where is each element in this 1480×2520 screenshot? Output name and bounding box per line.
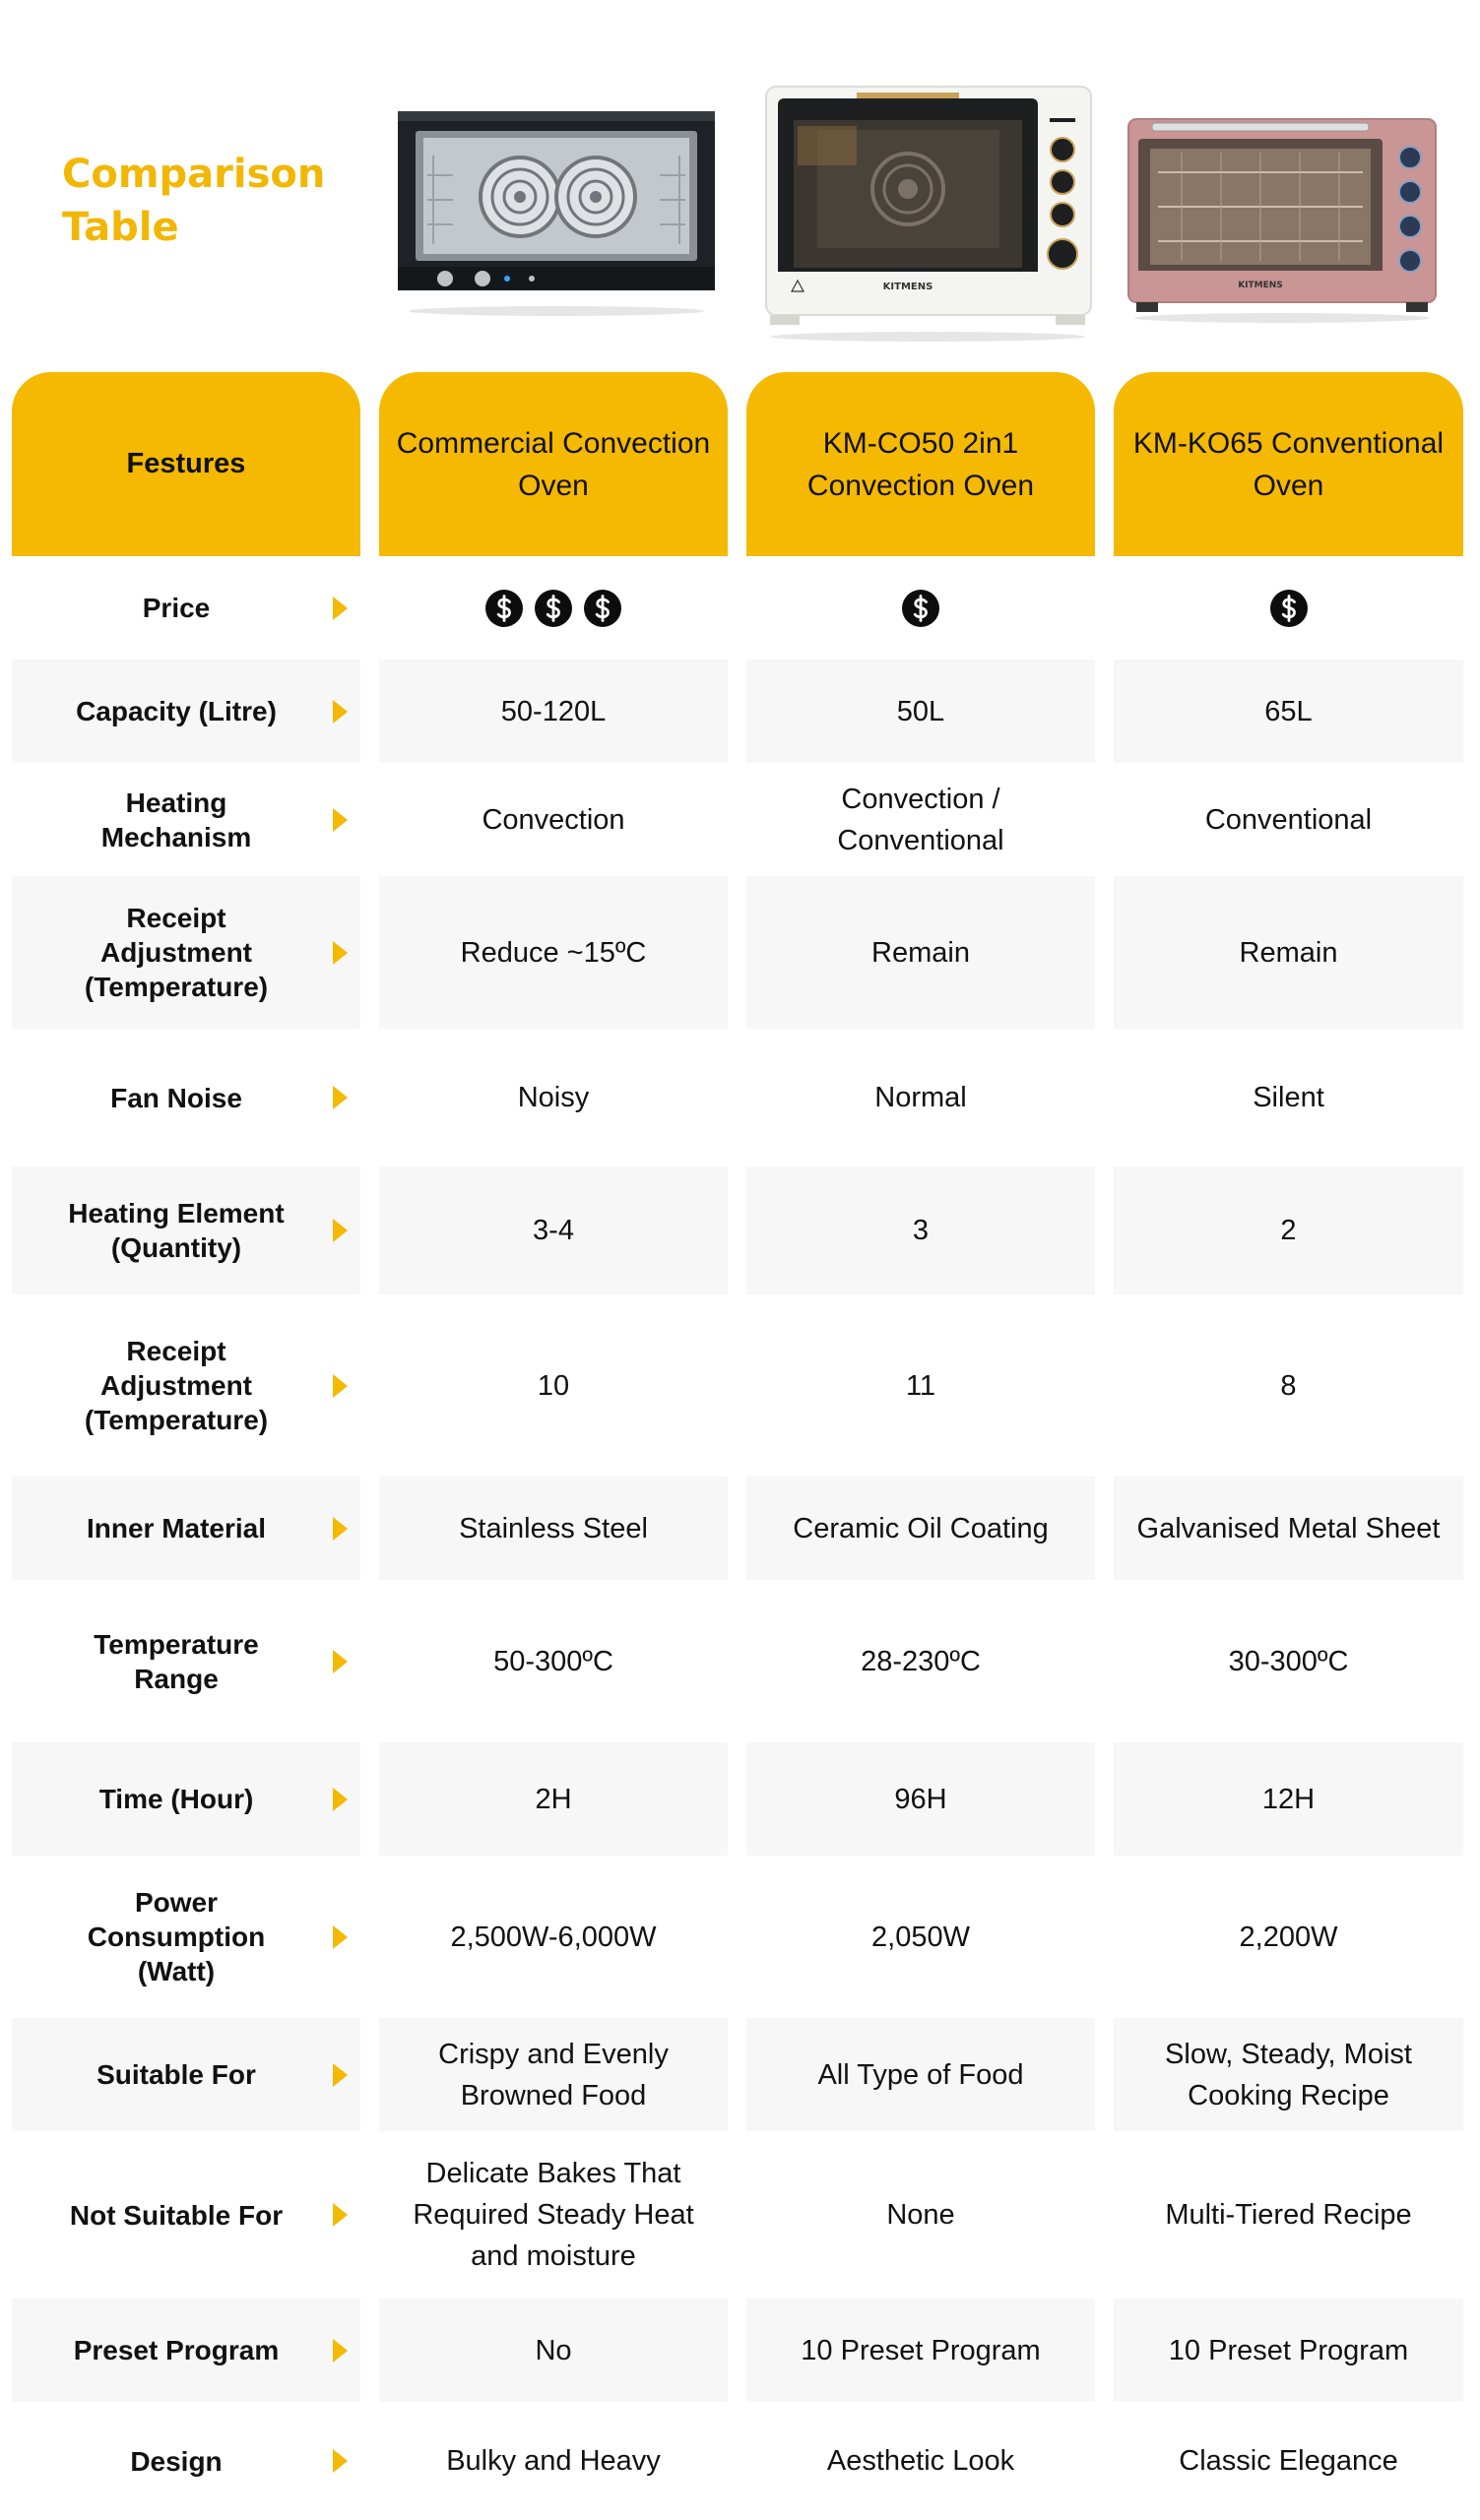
table-cell: [1114, 1294, 1463, 1477]
table-cell: [379, 1856, 728, 2018]
table-cell: [1114, 2131, 1463, 2299]
cell-value: Normal: [874, 1082, 967, 1113]
row-label-text: Not Suitable For: [69, 2199, 284, 2231]
table-cell: [379, 1742, 728, 1856]
table-cell: [746, 876, 1095, 1029]
row-label-text: Design: [130, 2445, 223, 2477]
km-co50-oven-image: [758, 79, 1098, 343]
cell-value: Slow, Steady, Moist Cooking Recipe: [1165, 2038, 1412, 2111]
table-cell: [1114, 1742, 1463, 1856]
table-cell: [379, 2131, 728, 2299]
cell-value: Ceramic Oil Coating: [793, 1512, 1049, 1544]
row-label-inner-material: [12, 1477, 360, 1580]
oven-brand-label: KITMENS: [1238, 281, 1283, 290]
row-arrow-icon: [333, 2063, 348, 2087]
cell-value: Delicate Bakes That Required Steady Heat and moisture: [413, 2158, 694, 2272]
cell-value: Galvanised Metal Sheet: [1136, 1512, 1441, 1544]
cell-value: Classic Elegance: [1179, 2445, 1398, 2477]
cell-value: 50L: [896, 695, 945, 727]
cell-value: None: [886, 2199, 955, 2231]
table-cell: [746, 1580, 1095, 1742]
row-arrow-icon: [333, 1925, 348, 1949]
row-arrow-icon: [333, 1650, 348, 1673]
km-ko65-oven-image: [1123, 113, 1443, 325]
row-arrow-icon: [333, 2203, 348, 2227]
row-label-text: Heating Mechanism: [100, 787, 252, 852]
cell-value: 11: [905, 1369, 936, 1402]
cell-value: Multi-Tiered Recipe: [1165, 2199, 1412, 2231]
cell-value: Convection / Conventional: [837, 783, 1004, 856]
row-label-time-hour: [12, 1742, 360, 1856]
row-arrow-icon: [333, 1374, 348, 1398]
table-cell: [379, 1166, 728, 1294]
price-cell: [1114, 556, 1463, 660]
cell-value: 28-230ºC: [861, 1645, 981, 1677]
row-label-text: Temperature Range: [94, 1628, 259, 1694]
row-label-text: Receipt Adjustment (Temperature): [84, 1336, 269, 1435]
row-arrow-icon: [333, 1219, 348, 1242]
row-label-not-suitable-for: [12, 2131, 360, 2299]
dollar-coin-icon: [534, 589, 573, 628]
table-cell: [379, 876, 728, 1029]
cell-value: Conventional: [1204, 803, 1373, 836]
commercial-convection-oven-image: [394, 106, 719, 318]
row-label-text: Power Consumption (Watt): [87, 1887, 266, 1986]
row-label-design: [12, 2402, 360, 2520]
row-label-text: Capacity (Litre): [76, 696, 277, 726]
cell-value: 65L: [1264, 695, 1313, 727]
table-cell: [1114, 2402, 1463, 2520]
table-cell: [746, 1477, 1095, 1580]
cell-value: Silent: [1253, 1082, 1324, 1113]
cell-value: Remain: [871, 936, 970, 969]
row-arrow-icon: [333, 941, 348, 965]
cell-value: Crispy and Evenly Browned Food: [438, 2038, 669, 2111]
dollar-coin-icon: [484, 589, 524, 628]
table-cell: [379, 2018, 728, 2131]
table-cell: [1114, 1856, 1463, 2018]
row-label-text: Price: [142, 593, 211, 623]
table-cell: [1114, 1029, 1463, 1166]
table-cell: [746, 2018, 1095, 2131]
table-cell: [746, 1166, 1095, 1294]
header-features: Festures: [12, 372, 360, 556]
table-cell: [379, 1580, 728, 1742]
cell-value: Convection: [482, 803, 625, 836]
table-cell: [379, 763, 728, 876]
price-cell: [746, 556, 1095, 660]
row-arrow-icon: [333, 597, 348, 620]
table-cell: [379, 1294, 728, 1477]
row-label-receipt-adjustment-temperature: [12, 1294, 360, 1477]
table-cell: [379, 1029, 728, 1166]
table-cell: [379, 2402, 728, 2520]
table-cell: [746, 1029, 1095, 1166]
table-cell: [746, 763, 1095, 876]
cell-value: Remain: [1239, 936, 1338, 969]
cell-value: 2,050W: [871, 1921, 970, 1953]
row-label-heating-element-quantity: [12, 1166, 360, 1294]
cell-value: 50-120L: [500, 695, 607, 727]
row-label-heating-mechanism: [12, 763, 360, 876]
header-product-3: KM-KO65 Conventional Oven: [1114, 372, 1463, 556]
page-title: Comparison Table: [62, 152, 326, 250]
row-arrow-icon: [333, 700, 348, 724]
cell-value: 2H: [535, 1783, 572, 1815]
table-cell: [746, 660, 1095, 763]
row-label-receipt-adjustment-temperature: [12, 876, 360, 1029]
table-cell: [746, 1856, 1095, 2018]
cell-value: 96H: [894, 1783, 947, 1815]
cell-value: Bulky and Heavy: [446, 2445, 661, 2477]
table-cell: [379, 660, 728, 763]
row-label-text: Preset Program: [73, 2335, 280, 2365]
cell-value: 3: [912, 1215, 930, 1246]
cell-value: 8: [1280, 1369, 1297, 1402]
cell-value: No: [535, 2334, 572, 2366]
header-product-2: KM-CO50 2in1 Convection Oven: [746, 372, 1095, 556]
table-cell: [1114, 660, 1463, 763]
row-arrow-icon: [333, 1788, 348, 1811]
row-label-price: [12, 556, 360, 660]
row-label-capacity-litre: [12, 660, 360, 763]
row-label-text: Suitable For: [97, 2059, 256, 2090]
row-label-text: Inner Material: [86, 1513, 267, 1544]
cell-value: Reduce ~15ºC: [460, 936, 647, 969]
row-label-fan-noise: [12, 1029, 360, 1166]
table-cell: [746, 2131, 1095, 2299]
table-cell: [746, 1742, 1095, 1856]
cell-value: 50-300ºC: [493, 1645, 613, 1677]
row-label-text: Heating Element (Quantity): [68, 1198, 285, 1263]
table-cell: [1114, 2299, 1463, 2402]
cell-value: 2: [1280, 1215, 1297, 1246]
cell-value: All Type of Food: [817, 2058, 1024, 2091]
header-product-1: Commercial Convection Oven: [379, 372, 728, 556]
table-cell: [379, 1477, 728, 1580]
row-arrow-icon: [333, 1517, 348, 1541]
cell-value: 2,200W: [1239, 1921, 1338, 1953]
row-label-text: Receipt Adjustment (Temperature): [84, 903, 269, 1002]
table-cell: [1114, 1166, 1463, 1294]
oven-brand-label: KITMENS: [882, 282, 933, 292]
table-cell: [746, 2402, 1095, 2520]
cell-value: 12H: [1261, 1783, 1316, 1815]
table-cell: [1114, 1580, 1463, 1742]
row-label-text: Time (Hour): [98, 1784, 254, 1814]
cell-value: 10 Preset Program: [1168, 2334, 1409, 2366]
cell-value: 10 Preset Program: [801, 2334, 1041, 2366]
table-cell: [1114, 763, 1463, 876]
dollar-coin-icon: [1269, 589, 1309, 628]
row-label-power-consumption-watt: [12, 1856, 360, 2018]
row-arrow-icon: [333, 2339, 348, 2362]
row-label-preset-program: [12, 2299, 360, 2402]
cell-value: Stainless Steel: [459, 1512, 648, 1544]
price-cell: [379, 556, 728, 660]
row-label-temperature-range: [12, 1580, 360, 1742]
cell-value: 3-4: [533, 1215, 574, 1246]
cell-value: 30-300ºC: [1228, 1645, 1349, 1677]
cell-value: Aesthetic Look: [826, 2445, 1015, 2477]
row-label-suitable-for: [12, 2018, 360, 2131]
table-cell: [746, 2299, 1095, 2402]
table-cell: [746, 1294, 1095, 1477]
cell-value: 10: [537, 1369, 570, 1402]
dollar-coin-icon: [901, 589, 940, 628]
row-arrow-icon: [333, 2449, 348, 2473]
table-cell: [1114, 1477, 1463, 1580]
row-arrow-icon: [333, 808, 348, 832]
dollar-coin-icon: [583, 589, 622, 628]
row-label-text: Fan Noise: [110, 1082, 242, 1113]
cell-value: 2,500W-6,000W: [450, 1921, 657, 1953]
table-cell: [1114, 876, 1463, 1029]
row-arrow-icon: [333, 1086, 348, 1109]
cell-value: Noisy: [517, 1082, 590, 1113]
table-cell: [379, 2299, 728, 2402]
table-cell: [1114, 2018, 1463, 2131]
